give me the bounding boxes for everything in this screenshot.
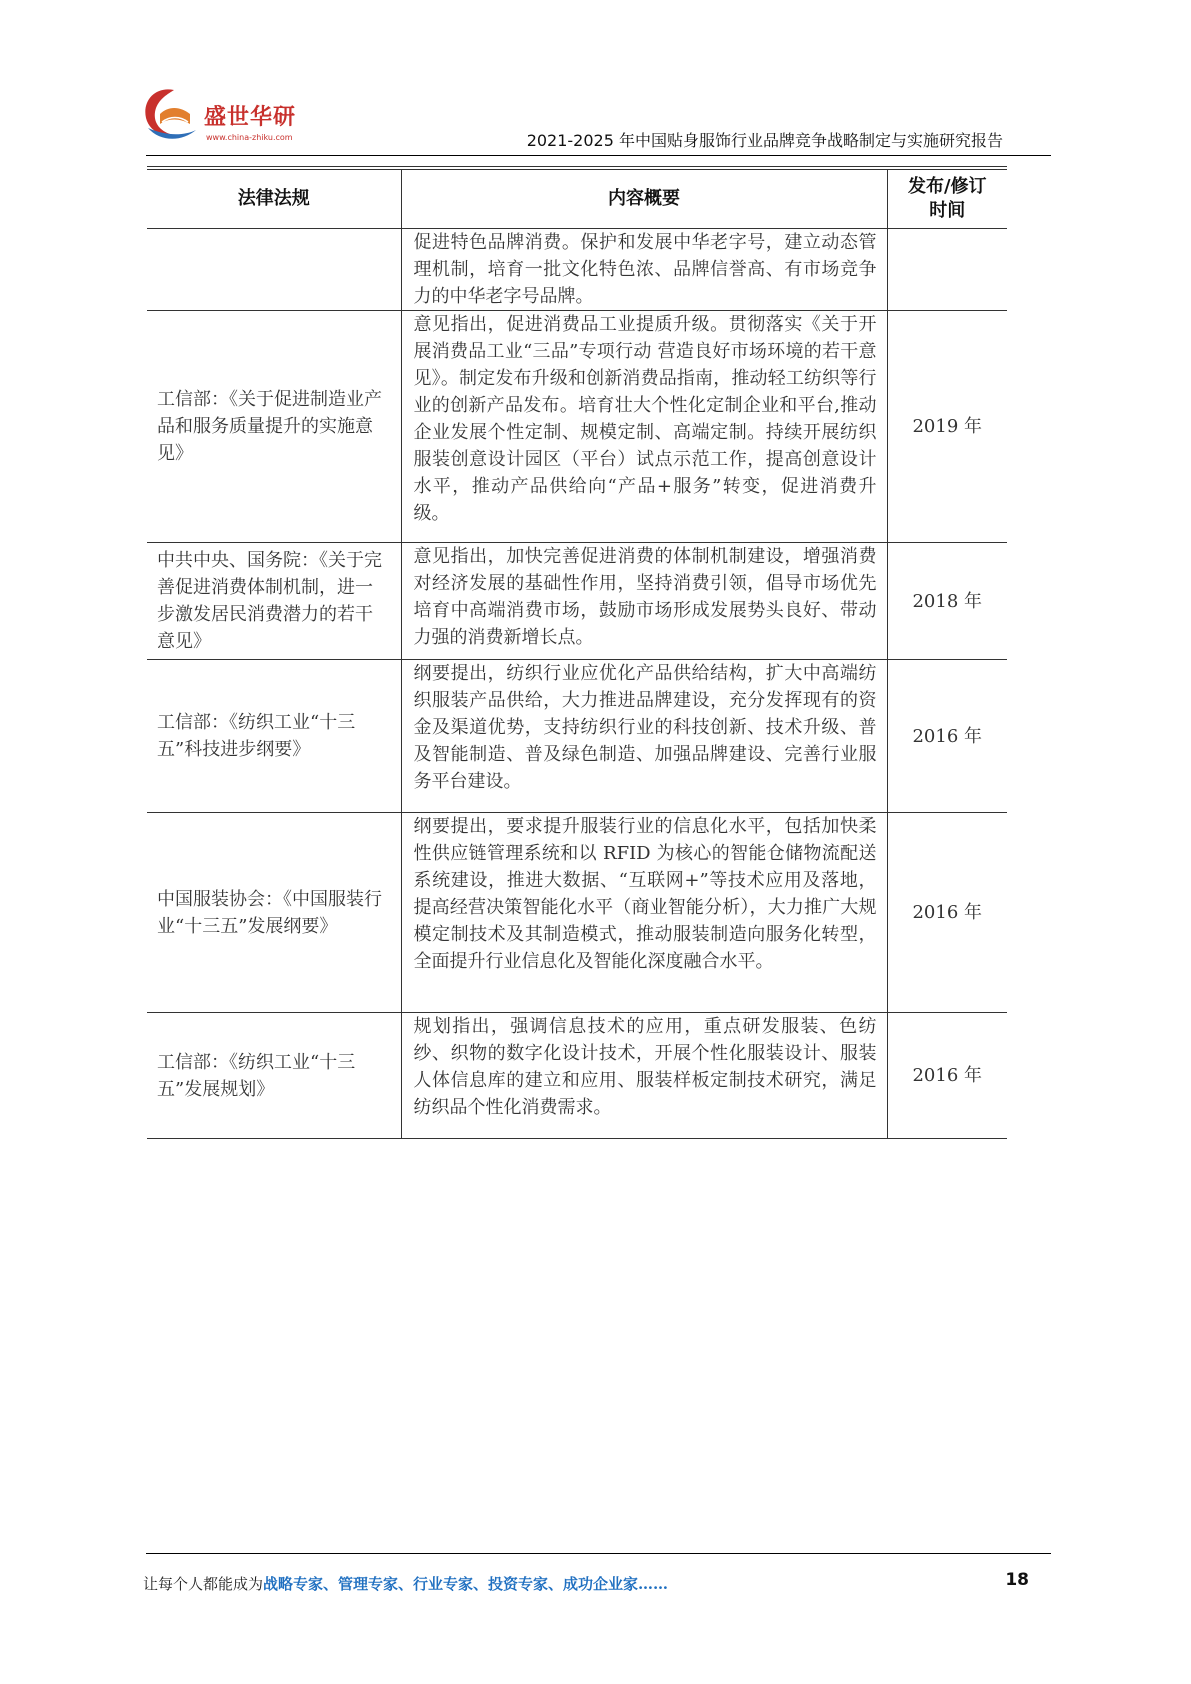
year-cell: 2016 年 [887,1013,1007,1139]
content-cell: 规划指出，强调信息技术的应用，重点研发服装、色纺纱、织物的数字化设计技术，开展个性化服装设计、服装人体信息库的建立和应用、服装样板定制技术研究，满足纺织品个性化消费需求。 [401,1013,887,1139]
law-cell [147,229,401,311]
header-divider [146,155,1051,156]
year-cell: 2018 年 [887,543,1007,660]
footer-slogan [143,1573,668,1594]
law-cell: 工信部：《关于促进制造业产品和服务质量提升的实施意见》 [157,389,382,464]
page-number: 18 [1005,1570,1029,1590]
column-header-law: 法律法规 [237,188,310,209]
law-cell: 中共中央、国务院：《关于完善促进消费体制机制，进一步激发居民消费潜力的若干意见》 [157,550,382,652]
year-cell [887,229,1007,311]
content-cell: 纲要提出，要求提升服装行业的信息化水平，包括加快柔性供应链管理系统和以 RFID 为核心的智能仓储物流配送系统建设，推进大数据、“互联网+”等技术应用及落地，提高经营决策智能化水平（商业智能分析），大力推广大规模定制技术及其制造模式，推动服装制造向服务化转型，全面提升行业信息化及智能化深度融合水平。 [401,813,887,1013]
column-header-content: 内容概要 [401,168,887,229]
table-row [147,660,1007,813]
company-logo [140,84,320,146]
slogan-highlight: 战略专家、管理专家、行业专家、投资专家、成功企业家…… [263,1575,669,1593]
law-cell: 工信部：《纺织工业“十三五”科技进步纲要》 [157,712,356,760]
slogan-prefix: 让每个人都能成为 [143,1575,264,1593]
table-header-row [147,168,1007,229]
logo-url: www.china-zhiku.com [206,133,293,142]
content-cell: 意见指出，加快完善促进消费的体制机制建设，增强消费对经济发展的基础性作用，坚持消费引领，倡导市场优先培育中高端消费市场，鼓励市场形成发展势头良好、带动力强的消费新增长点。 [401,543,887,660]
table-row [147,813,1007,1013]
content-cell: 促进特色品牌消费。保护和发展中华老字号，建立动态管理机制，培育一批文化特色浓、品牌信誉高、有市场竞争力的中华老字号品牌。 [401,229,887,311]
table-row [147,311,1007,543]
column-header-date-text: 发布/修订时间 [907,176,987,221]
content-cell: 纲要提出，纺织行业应优化产品供给结构，扩大中高端纺织服装产品供给，大力推进品牌建设，充分发挥现有的资金及渠道优势，支持纺织行业的科技创新、技术升级、普及智能制造、普及绿色制造、加强品牌建设、完善行业服务平台建设。 [401,660,887,813]
logo-name: 盛世华研 [204,105,297,130]
column-header-date [887,168,1007,229]
year-cell: 2016 年 [887,660,1007,813]
table-row [147,1013,1007,1139]
footer-divider [146,1553,1051,1554]
content-cell: 意见指出，促进消费品工业提质升级。贯彻落实《关于开展消费品工业“三品”专项行动 营造良好市场环境的若干意见》。制定发布升级和创新消费品指南，推动轻工纺织等行业的创新产品发布。培育壮大个性化定制企业和平台,推动企业发展个性定制、规模定制、高端定制。持续开展纺织服装创意设计园区（平台）试点示范工作，提高创意设计水平，推动产品供给向“产品+服务”转变，促进消费升级。 [401,311,887,543]
table-row [147,229,1007,311]
table-row [147,543,1007,660]
law-cell: 工信部：《纺织工业“十三五”发展规划》 [157,1051,356,1100]
report-title: 2021-2025 年中国贴身服饰行业品牌竞争战略制定与实施研究报告 [526,131,1003,150]
year-cell: 2016 年 [887,813,1007,1013]
year-cell: 2019 年 [887,311,1007,543]
regulations-table [147,166,1007,1139]
law-cell: 中国服装协会：《中国服装行业“十三五”发展纲要》 [157,888,382,937]
logo-emblem-icon [140,84,204,146]
